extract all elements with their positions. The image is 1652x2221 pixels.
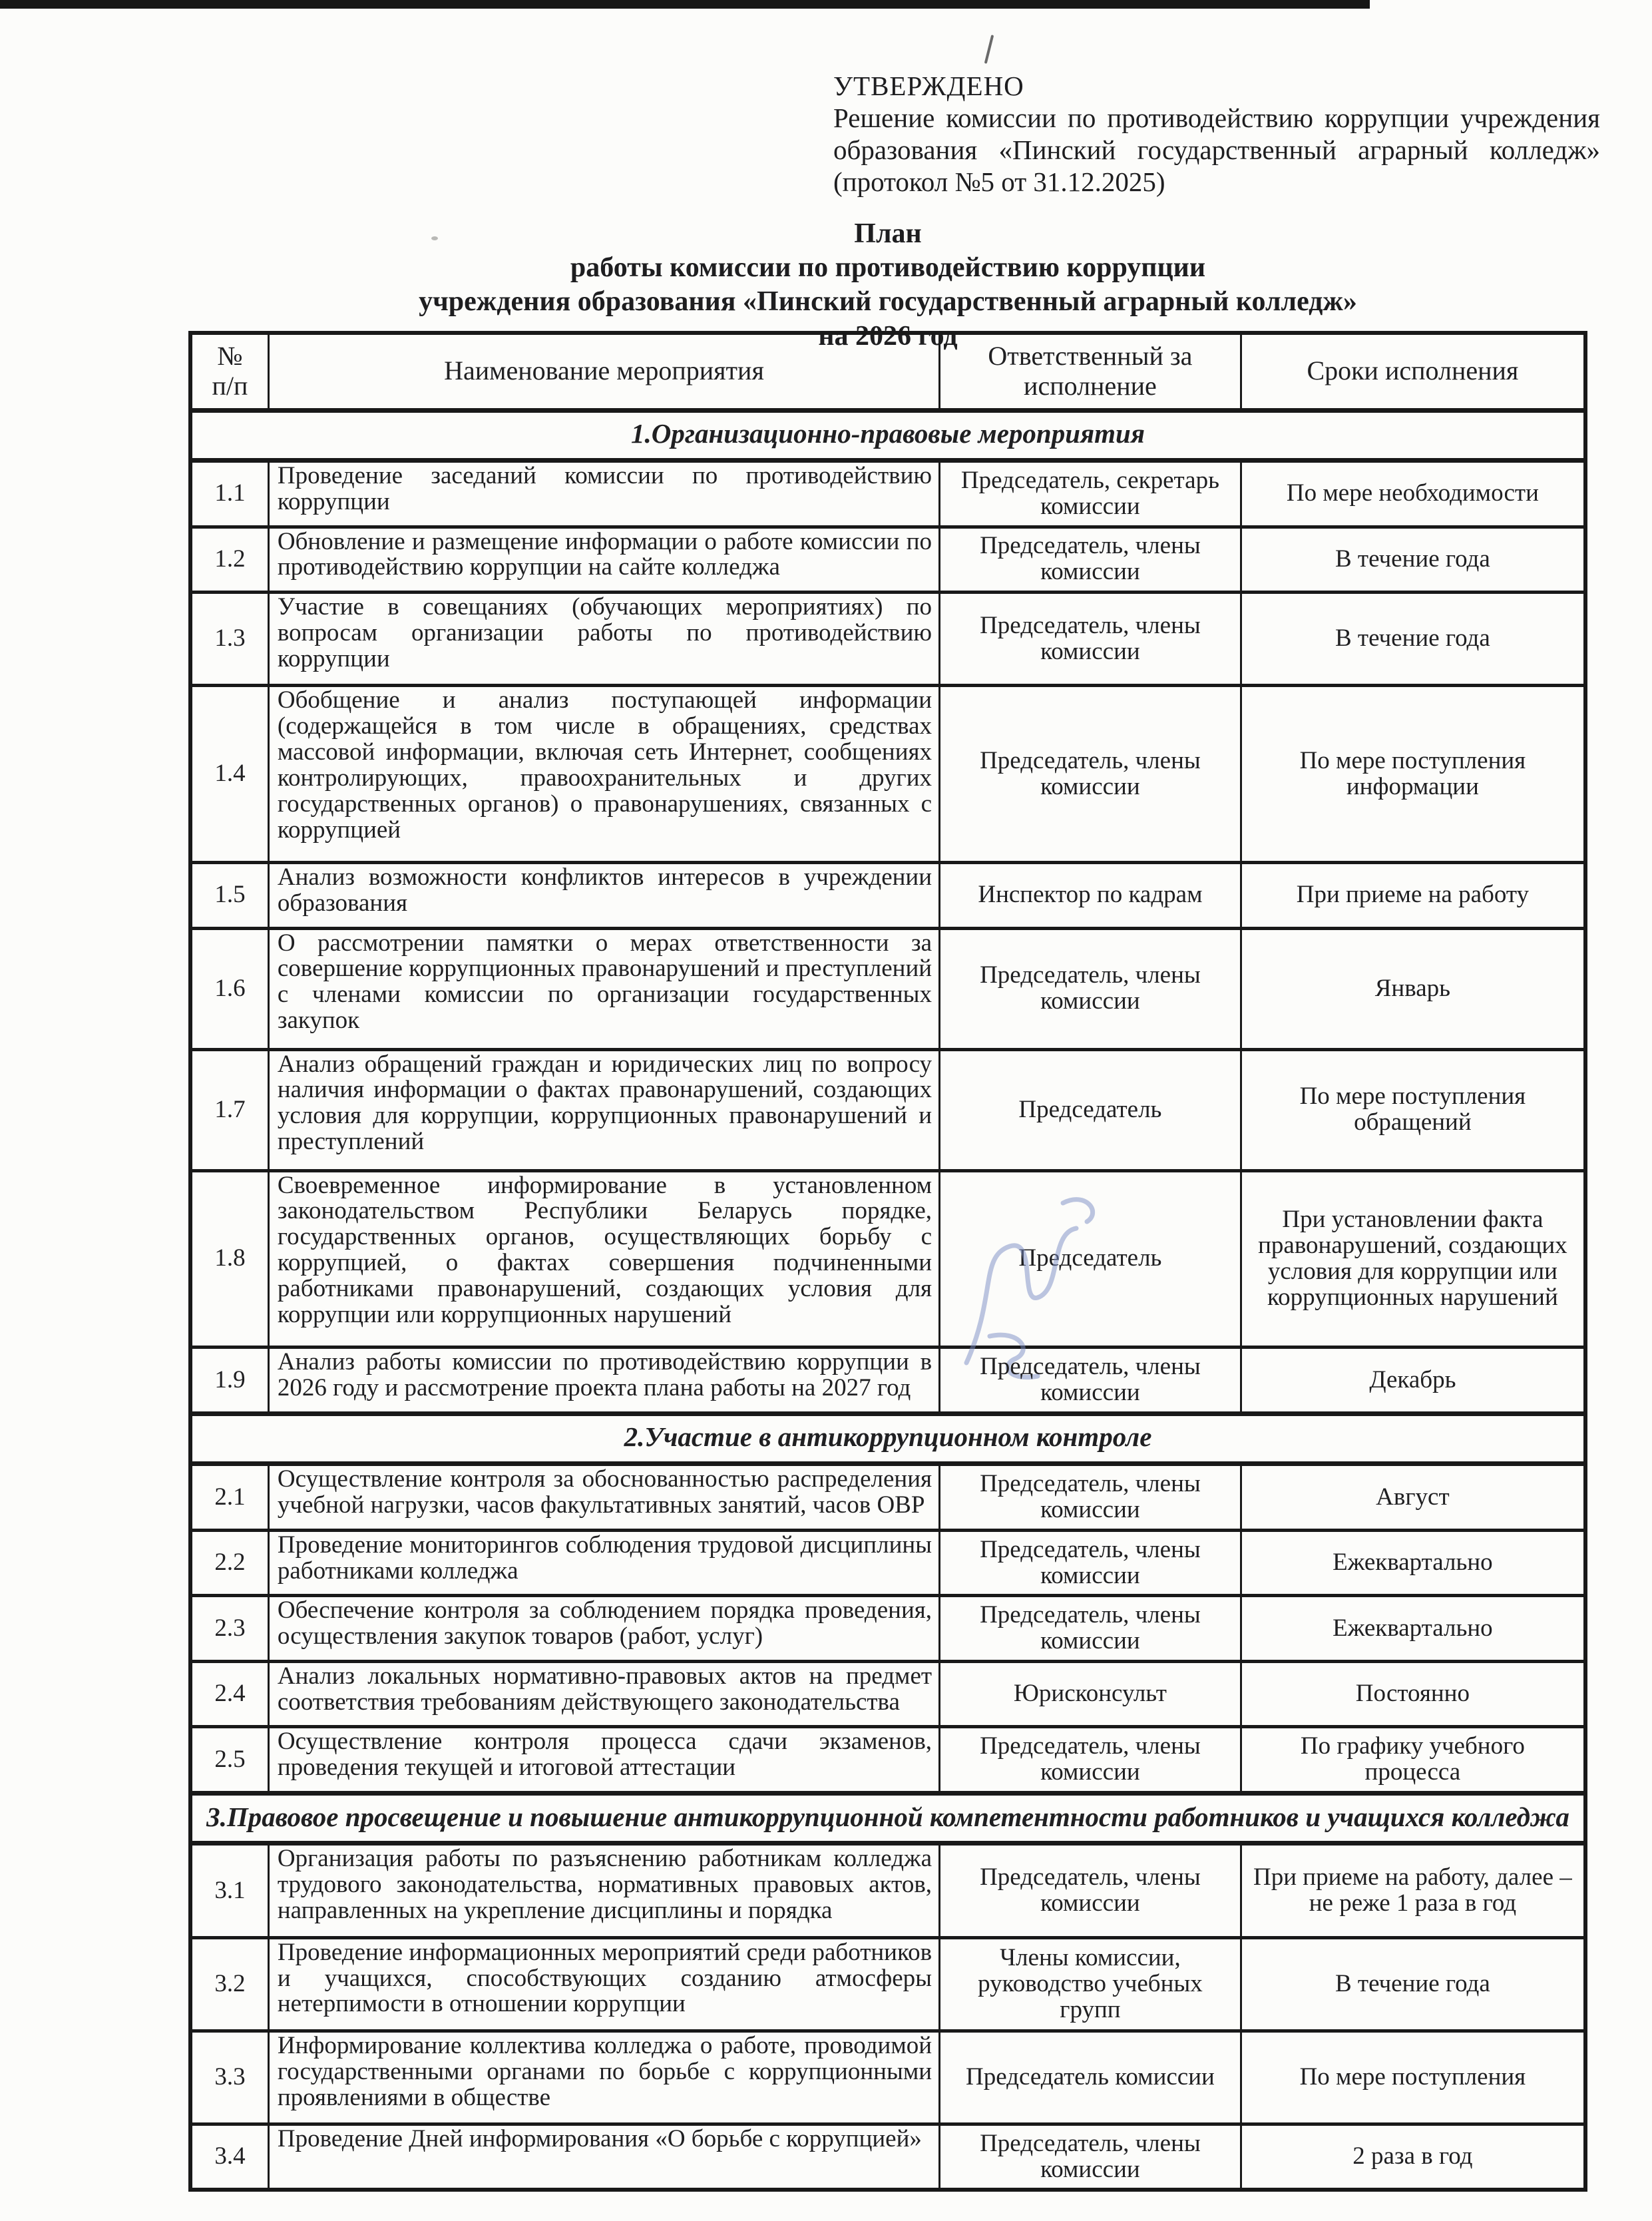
row-responsible: Юрисконсульт bbox=[940, 1661, 1241, 1727]
row-number: 2.3 bbox=[190, 1596, 268, 1662]
section-title: 1.Организационно-правовые мероприятия bbox=[190, 410, 1585, 460]
title-line-institution: учреждения образования «Пинский государственный аграрный колледж» bbox=[419, 286, 1357, 318]
table-header-row bbox=[190, 333, 1585, 410]
column-header-number: № п/п bbox=[190, 333, 268, 410]
row-term: При установлении факта правонарушений, создающих условия для коррупции или коррупционных нарушений bbox=[1241, 1170, 1585, 1348]
table-row bbox=[190, 686, 1585, 863]
row-term: 2 раза в год bbox=[1241, 2124, 1585, 2190]
row-term: В течение года bbox=[1241, 527, 1585, 593]
row-term: По мере поступления информации bbox=[1241, 686, 1585, 863]
row-term: Декабрь bbox=[1241, 1348, 1585, 1414]
row-number: 1.1 bbox=[190, 460, 268, 527]
section-title: 3.Правовое просвещение и повышение антикоррупционной компетентности работников и учащихся колледжа bbox=[190, 1794, 1585, 1844]
row-activity: Проведение Дней информирования «О борьбе с коррупцией» bbox=[268, 2124, 939, 2190]
row-number: 1.5 bbox=[190, 862, 268, 928]
row-responsible: Председатель, члены комиссии bbox=[940, 928, 1241, 1049]
row-responsible: Председатель, члены комиссии bbox=[940, 1844, 1241, 1937]
row-responsible: Председатель bbox=[940, 1049, 1241, 1170]
row-number: 2.4 bbox=[190, 1661, 268, 1727]
table-row bbox=[190, 593, 1585, 686]
plan-table bbox=[188, 331, 1587, 2192]
row-number: 2.2 bbox=[190, 1530, 268, 1596]
row-activity: Своевременное информирование в установленном законодательством Республики Беларусь порядке, государственных органов, осуществляющих борьбу с коррупцией, о фактах совершения подчиненными работниками правонарушений, создающих условия для коррупции или коррупционных нарушений bbox=[268, 1170, 939, 1348]
row-term: При приеме на работу, далее – не реже 1 раза в год bbox=[1241, 1844, 1585, 1937]
column-header-term: Сроки исполнения bbox=[1241, 333, 1585, 410]
row-term: При приеме на работу bbox=[1241, 862, 1585, 928]
row-activity: Участие в совещаниях (обучающих мероприятиях) по вопросам организации работы по противодействию коррупции bbox=[268, 593, 939, 686]
plan-table-body bbox=[190, 410, 1585, 2190]
row-term: По графику учебного процесса bbox=[1241, 1727, 1585, 1794]
row-responsible: Председатель bbox=[940, 1170, 1241, 1348]
row-number: 3.2 bbox=[190, 1937, 268, 2031]
row-activity: Анализ локальных нормативно-правовых актов на предмет соответствия требованиям действующего законодательства bbox=[268, 1661, 939, 1727]
row-number: 1.7 bbox=[190, 1049, 268, 1170]
row-activity: Проведение мониторингов соблюдения трудовой дисциплины работниками колледжа bbox=[268, 1530, 939, 1596]
title-line-commission: работы комиссии по противодействию коррупции bbox=[570, 252, 1206, 284]
section-header-row bbox=[190, 410, 1585, 460]
row-number: 1.6 bbox=[190, 928, 268, 1049]
row-number: 3.1 bbox=[190, 1844, 268, 1937]
table-row bbox=[190, 2124, 1585, 2190]
row-activity: Информирование коллектива колледжа о работе, проводимой государственными органами по борьбе с коррупционными проявлениями в обществе bbox=[268, 2031, 939, 2124]
approval-text: Решение комиссии по противодействию коррупции учреждения образования «Пинский государственный аграрный колледж» (протокол №5 от 31.12.2025) bbox=[833, 102, 1600, 197]
row-activity: Анализ работы комиссии по противодействию коррупции в 2026 году и рассмотрение проекта плана работы на 2027 год bbox=[268, 1348, 939, 1414]
row-number: 2.1 bbox=[190, 1464, 268, 1531]
table-row bbox=[190, 2031, 1585, 2124]
table-row bbox=[190, 1661, 1585, 1727]
scan-speck-artifact bbox=[984, 35, 994, 64]
row-responsible: Председатель, члены комиссии bbox=[940, 1464, 1241, 1531]
row-responsible: Председатель, члены комиссии bbox=[940, 1348, 1241, 1414]
table-row bbox=[190, 1844, 1585, 1937]
section-header-row bbox=[190, 1413, 1585, 1463]
row-term: Ежеквартально bbox=[1241, 1596, 1585, 1662]
row-activity: Проведение информационных мероприятий среди работников и учащихся, способствующих созданию атмосферы нетерпимости в отношении коррупции bbox=[268, 1937, 939, 2031]
column-header-responsible: Ответственный за исполнение bbox=[940, 333, 1241, 410]
title-line-year: на 2026 год bbox=[818, 320, 958, 352]
row-number: 1.3 bbox=[190, 593, 268, 686]
row-responsible: Председатель, члены комиссии bbox=[940, 1596, 1241, 1662]
row-activity: Обеспечение контроля за соблюдением порядка проведения, осуществления закупок товаров (работ, услуг) bbox=[268, 1596, 939, 1662]
table-row bbox=[190, 1049, 1585, 1170]
row-number: 1.8 bbox=[190, 1170, 268, 1348]
row-term: По мере поступления bbox=[1241, 2031, 1585, 2124]
row-responsible: Инспектор по кадрам bbox=[940, 862, 1241, 928]
row-term: Август bbox=[1241, 1464, 1585, 1531]
row-number: 3.3 bbox=[190, 2031, 268, 2124]
section-header-row bbox=[190, 1794, 1585, 1844]
row-activity: Осуществление контроля процесса сдачи экзаменов, проведения текущей и итоговой аттестации bbox=[268, 1727, 939, 1794]
section-title: 2.Участие в антикоррупционном контроле bbox=[190, 1413, 1585, 1463]
table-row bbox=[190, 460, 1585, 527]
scan-edge-strip-artifact bbox=[0, 0, 1370, 9]
row-number: 2.5 bbox=[190, 1727, 268, 1794]
table-row bbox=[190, 1727, 1585, 1794]
row-responsible: Председатель, члены комиссии bbox=[940, 1530, 1241, 1596]
table-row bbox=[190, 527, 1585, 593]
row-number: 1.2 bbox=[190, 527, 268, 593]
row-term: Постоянно bbox=[1241, 1661, 1585, 1727]
table-row bbox=[190, 1596, 1585, 1662]
row-term: По мере поступления обращений bbox=[1241, 1049, 1585, 1170]
row-activity: Анализ возможности конфликтов интересов в учреждении образования bbox=[268, 862, 939, 928]
row-number: 3.4 bbox=[190, 2124, 268, 2190]
approval-block bbox=[833, 71, 1600, 198]
table-row bbox=[190, 928, 1585, 1049]
approval-heading: УТВЕРЖДЕНО bbox=[833, 71, 1024, 101]
row-activity: О рассмотрении памятки о мерах ответственности за совершение коррупционных правонарушений и преступлений с членами комиссии по организации государственных закупок bbox=[268, 928, 939, 1049]
row-responsible: Председатель, члены комиссии bbox=[940, 1727, 1241, 1794]
column-header-activity: Наименование мероприятия bbox=[268, 333, 939, 410]
row-responsible: Председатель комиссии bbox=[940, 2031, 1241, 2124]
row-term: В течение года bbox=[1241, 1937, 1585, 2031]
row-term: Ежеквартально bbox=[1241, 1530, 1585, 1596]
table-row bbox=[190, 862, 1585, 928]
row-activity: Проведение заседаний комиссии по противодействию коррупции bbox=[268, 460, 939, 527]
row-number: 1.9 bbox=[190, 1348, 268, 1414]
title-line-plan: План bbox=[854, 218, 922, 249]
row-responsible: Председатель, секретарь комиссии bbox=[940, 460, 1241, 527]
table-row bbox=[190, 1170, 1585, 1348]
table-row bbox=[190, 1530, 1585, 1596]
row-responsible: Председатель, члены комиссии bbox=[940, 527, 1241, 593]
row-activity: Осуществление контроля за обоснованностью распределения учебной нагрузки, часов факультативных занятий, часов ОВР bbox=[268, 1464, 939, 1531]
row-responsible: Члены комиссии, руководство учебных групп bbox=[940, 1937, 1241, 2031]
row-activity: Обновление и размещение информации о работе комиссии по противодействию коррупции на сайте колледжа bbox=[268, 527, 939, 593]
row-responsible: Председатель, члены комиссии bbox=[940, 686, 1241, 863]
row-term: По мере необходимости bbox=[1241, 460, 1585, 527]
row-term: Январь bbox=[1241, 928, 1585, 1049]
table-row bbox=[190, 1464, 1585, 1531]
table-row bbox=[190, 1348, 1585, 1414]
row-activity: Обобщение и анализ поступающей информации (содержащейся в том числе в обращениях, средствах массовой информации, включая сеть Интернет, сообщениях контролирующих, правоохранительных и других государственных органов) о правонарушениях, связанных с коррупцией bbox=[268, 686, 939, 863]
row-activity: Организация работы по разъяснению работникам колледжа трудового законодательства, нормативных правовых актов, направленных на укрепление дисциплины и порядка bbox=[268, 1844, 939, 1937]
plan-table-container bbox=[188, 331, 1587, 2192]
row-responsible: Председатель, члены комиссии bbox=[940, 2124, 1241, 2190]
table-row bbox=[190, 1937, 1585, 2031]
row-responsible: Председатель, члены комиссии bbox=[940, 593, 1241, 686]
row-number: 1.4 bbox=[190, 686, 268, 863]
row-term: В течение года bbox=[1241, 593, 1585, 686]
row-activity: Анализ обращений граждан и юридических лиц по вопросу наличия информации о фактах правонарушений, создающих условия для коррупции, коррупционных правонарушений и преступлений bbox=[268, 1049, 939, 1170]
